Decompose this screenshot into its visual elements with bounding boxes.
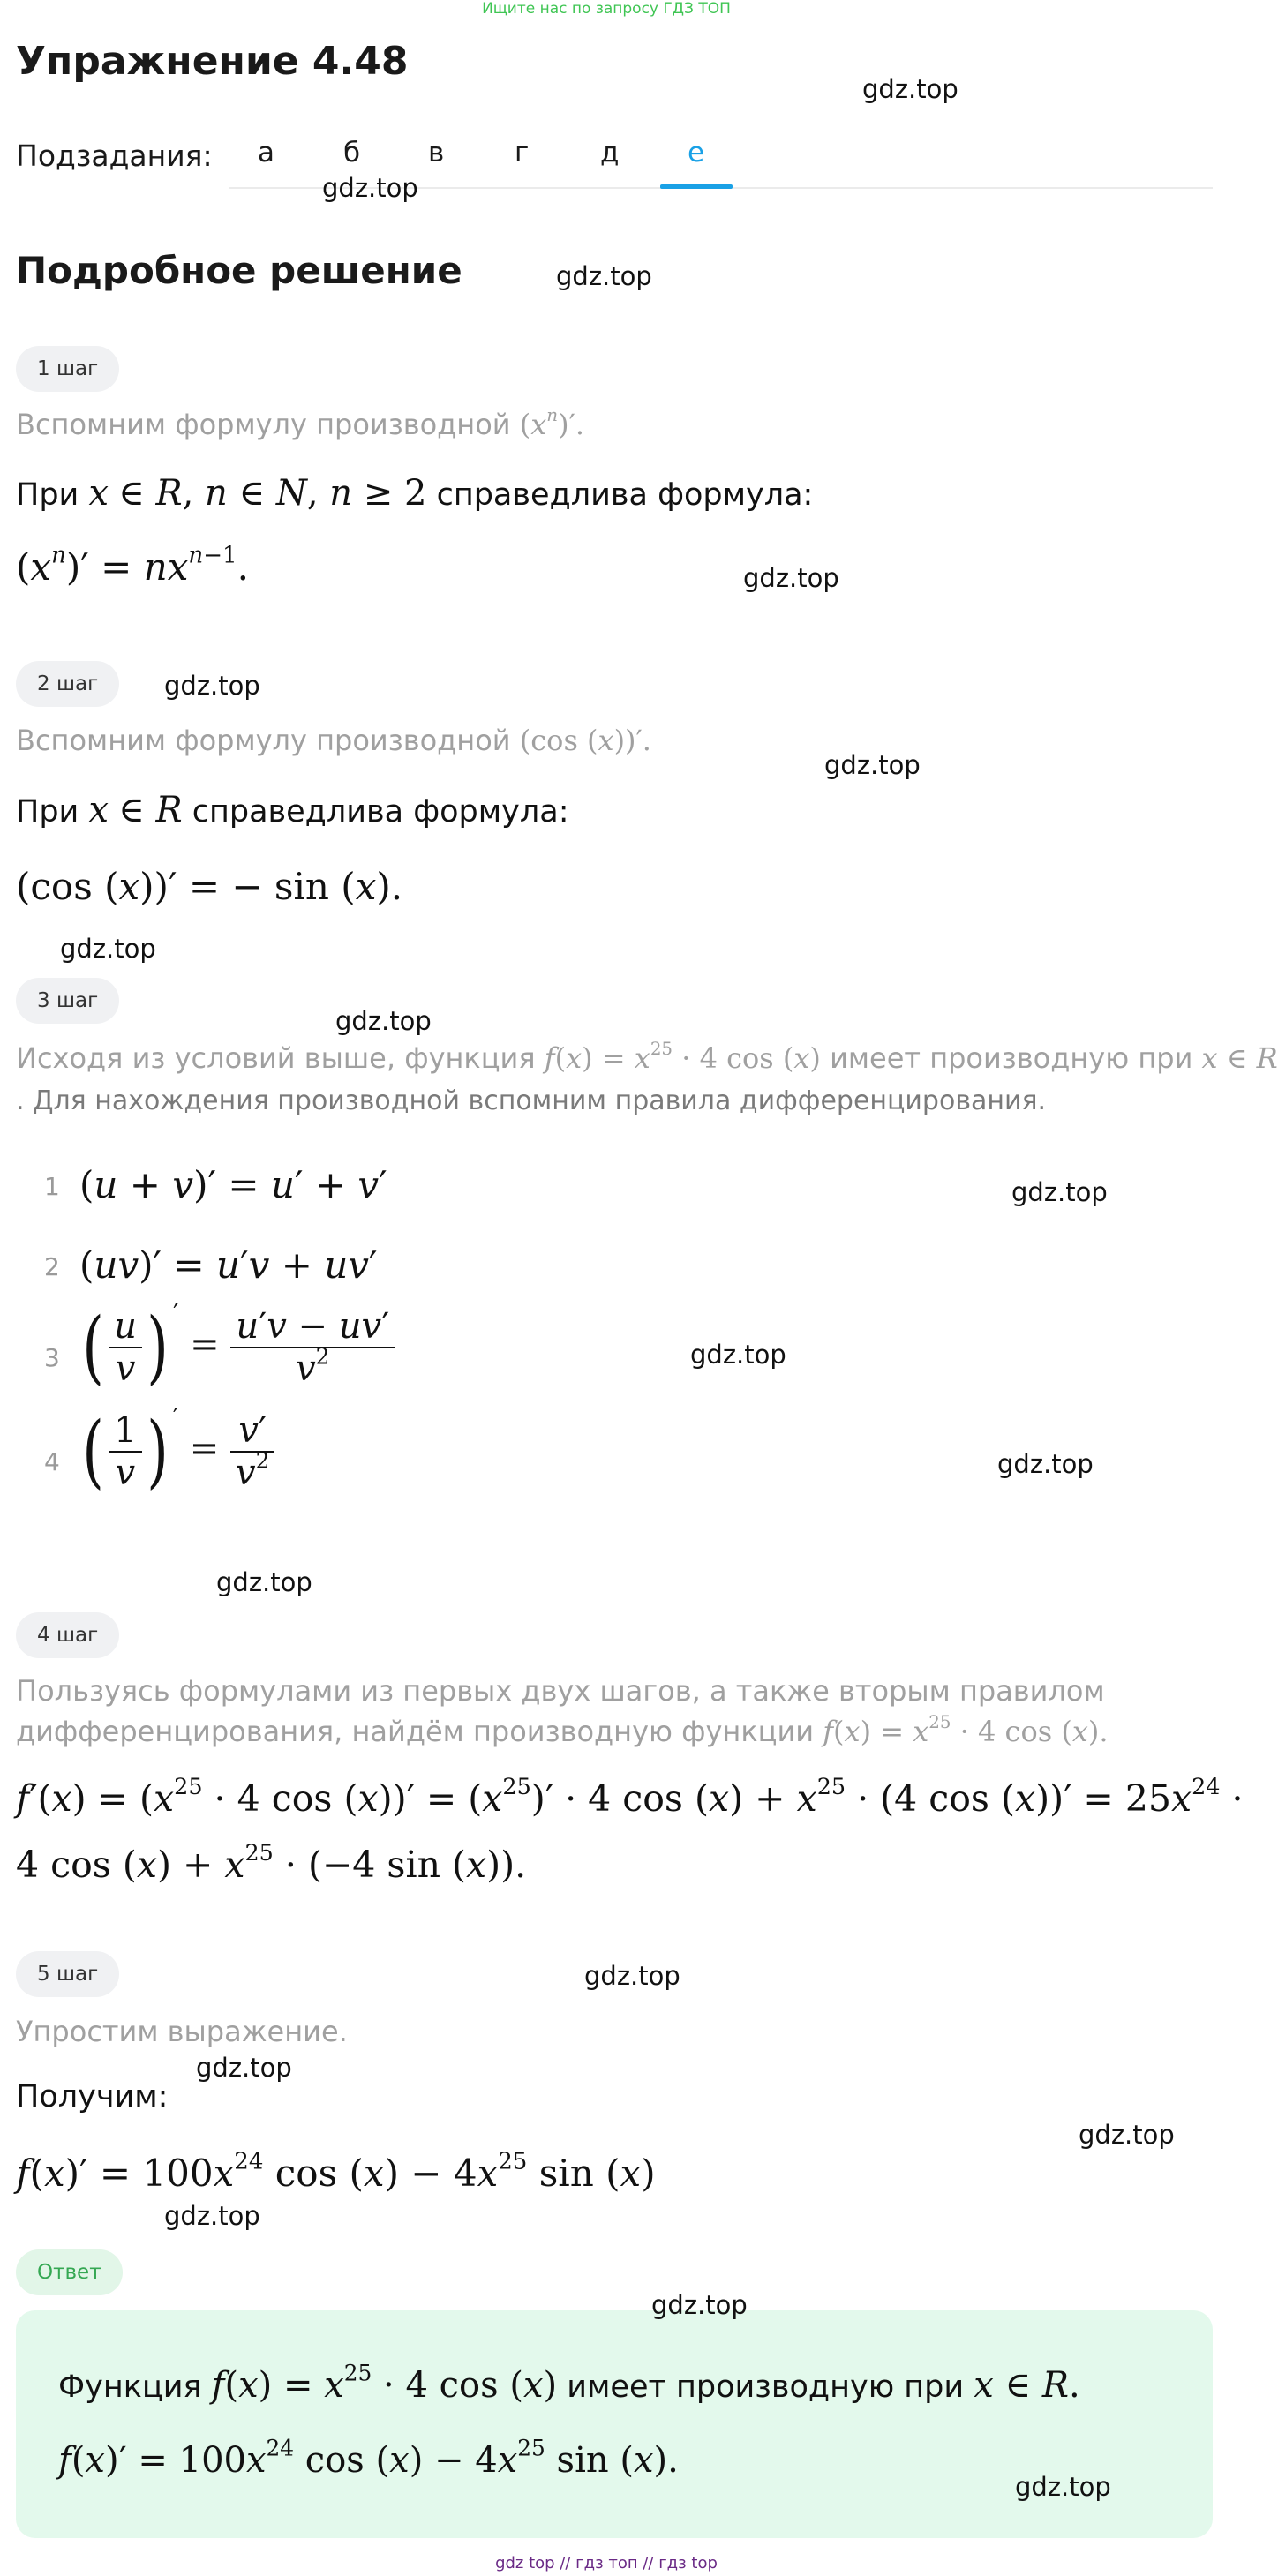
watermark: gdz.top [196, 2053, 292, 2083]
step-4-derivative-line2: 4 $\cos (x) + x^{25} \cdot (-4$ sin (x)). [16, 1838, 527, 1886]
rule-3-number: 3 [44, 1343, 60, 1372]
watermark: gdz.top [335, 1006, 432, 1036]
step-1-badge: 1 шаг [16, 346, 119, 392]
tab-b[interactable]: б [343, 137, 361, 169]
watermark: gdz.top [164, 2201, 260, 2231]
watermark: gdz.top [1015, 2472, 1111, 2502]
rule-1-number: 1 [44, 1172, 60, 1201]
step-3-line2: . Для нахождения производной вспомним правила дифференцирования. [16, 1085, 1047, 1116]
step-1-intro: Вспомним формулу производной $(x^n)'$. [16, 405, 584, 441]
answer-line1: Функция $f(x) = x^{25} \cdot 4$ cos (x) имеет производную при x ∈ R. [58, 2360, 1080, 2406]
step-2-formula: (cos (x))′ = − sin (x). [16, 865, 403, 908]
step-3-badge: 3 шаг [16, 978, 119, 1024]
step-4-badge: 4 шаг [16, 1612, 119, 1658]
tab-g[interactable]: г [515, 137, 530, 169]
watermark: gdz.top [216, 1567, 312, 1597]
watermark: gdz.top [651, 2290, 748, 2320]
rule-2-number: 2 [44, 1252, 60, 1281]
watermark: gdz.top [690, 1340, 786, 1370]
section-heading: Подробное решение [16, 249, 462, 292]
step-4-derivative-line1: $f'(x) = (x^{25} \cdot 4$ $\cos (x))' = (x^{25})' \cdot 4$ $\cos (x) + x^{25} \cdot (4$ $\cos (x))' = 25x^{24}$ · [16, 1772, 1244, 1820]
tab-d[interactable]: д [600, 137, 620, 169]
rule-2-formula: (uv)′ = u′v + uv′ [79, 1243, 378, 1287]
step-5-result-formula: $f(x)' = 100x^{24}$ $\cos (x) - 4x^{25}$ sin (x) [16, 2148, 656, 2195]
footer: gdz top // гдз топ // гдз top [495, 2554, 718, 2572]
step-1-condition: При x ∈ R, n ∈ N, n ≥ 2 справедлива формула: [16, 473, 814, 514]
watermark: gdz.top [1011, 1177, 1108, 1207]
rule-4-number: 4 [44, 1447, 60, 1476]
step-3-line1: Исходя из условий выше, функция $f(x) = x^{25} \cdot 4$ cos (x) имеет производную при x ∈ R [16, 1039, 1278, 1075]
tab-e[interactable]: е [688, 137, 705, 169]
step-2-intro: Вспомним формулу производной (cos (x))′. [16, 724, 651, 757]
active-tab-indicator [660, 184, 733, 189]
answer-formula: $f(x)' = 100x^{24}$ $\cos (x) - 4x^{25}$ sin (x). [58, 2435, 679, 2481]
watermark: gdz.top [60, 934, 156, 964]
step-2-badge: 2 шаг [16, 661, 119, 707]
answer-box [16, 2310, 1213, 2538]
tab-v[interactable]: в [428, 137, 445, 169]
watermark: gdz.top [164, 671, 260, 701]
rule-1-formula: (u + v)′ = u′ + v′ [79, 1163, 387, 1206]
rule-4-formula: ( $\frac{1}{v}$ ) ′ = $\frac{v'}{v^2}$ [78, 1405, 274, 1498]
step-5-badge: 5 шаг [16, 1951, 119, 1997]
watermark: gdz.top [584, 1961, 680, 1991]
watermark: gdz.top [322, 173, 418, 203]
watermark: gdz.top [862, 74, 958, 104]
watermark: gdz.top [824, 750, 921, 780]
subtasks-label: Подзадания: [16, 139, 213, 173]
step-5-result-label: Получим: [16, 2079, 169, 2114]
watermark: gdz.top [743, 563, 839, 593]
watermark: gdz.top [556, 261, 652, 291]
tab-a[interactable]: а [258, 137, 274, 169]
watermark: gdz.top [997, 1449, 1094, 1479]
rule-3-formula: ( $\frac{u}{v}$ ) ′ = $\frac{u'v - uv'}{v^2}$ [78, 1301, 395, 1393]
step-4-line1: Пользуясь формулами из первых двух шагов, а также вторым правилом [16, 1674, 1105, 1708]
answer-badge: Ответ [16, 2249, 123, 2295]
page-title: Упражнение 4.48 [16, 39, 409, 84]
top-banner: Ищите нас по запросу ГДЗ ТОП [482, 0, 731, 18]
step-1-formula: $(x^n)' = nx^{n-1}$. [16, 542, 249, 589]
step-5-simplify: Упростим выражение. [16, 2015, 348, 2048]
step-2-condition: При x ∈ R справедлива формула: [16, 790, 569, 830]
watermark: gdz.top [1079, 2120, 1175, 2150]
step-4-line2: дифференцирования, найдём производную функции $f(x) = x^{25} \cdot 4$ cos (x). [16, 1712, 1109, 1748]
